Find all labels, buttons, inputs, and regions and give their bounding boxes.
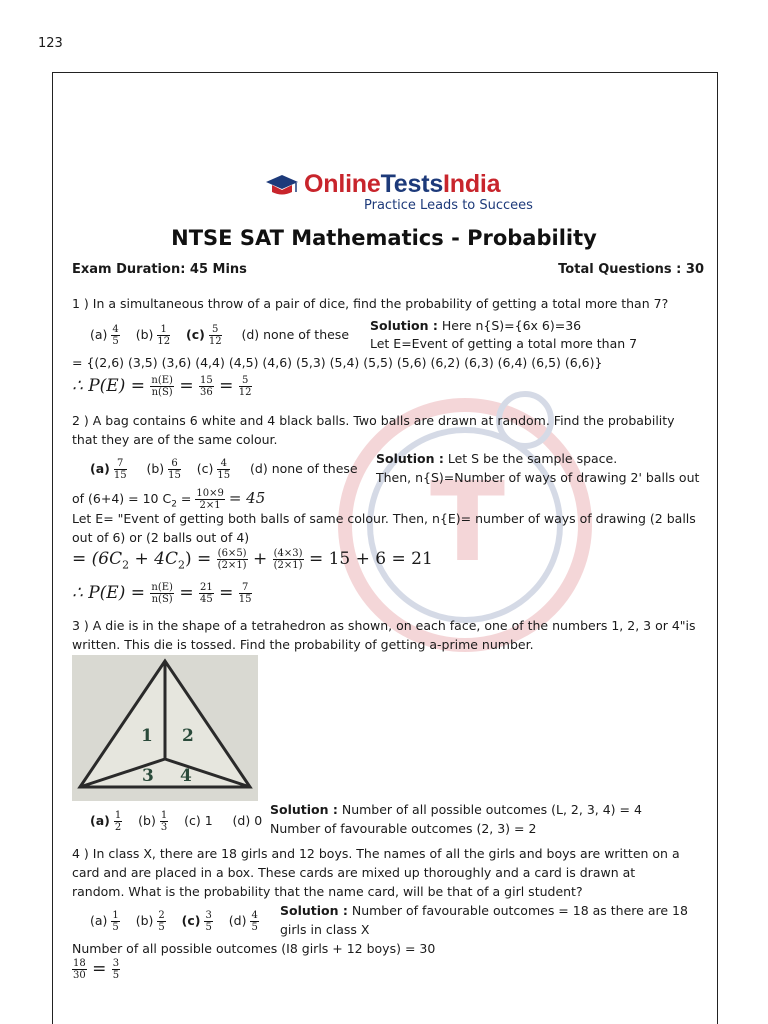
q2-option-b: (b) [146,461,165,476]
q4-solution-line3: Number of all possible outcomes (I8 girls + 12 boys) = 30 [72,941,436,956]
q4-text-line2: card and are placed in a box. These cards are mixed up thoroughly and a card is drawn at [72,865,636,880]
q2-solution-line1: Solution : Let S be the sample space. [376,451,618,466]
q1-solution-line3: = {(2,6) (3,5) (3,6) (4,4) (4,5) (4,6) (5,3) (5,4) (5,5) (5,6) (6,2) (6,3) (6,4) (6,5) (6,6)} [72,355,603,370]
face-label-4: 4 [180,766,192,786]
brand-tagline: Practice Leads to Succees [364,198,533,213]
q1-math: ∴ P(E) = $\frac{n(E)}{n(S)}$ = $\frac{15}{36}$ = $\frac{5}{12}$ [72,375,252,398]
q3-solution-line1: Solution : Number of all possible outcomes (L, 2, 3, 4) = 4 [270,802,642,817]
q4-options: (a) $\frac{1}{5}$ (b) $\frac{2}{5}$ (c) $\frac{3}{5}$ (d) $\frac{4}{5}$ [90,910,258,933]
q2-math-2: ∴ P(E) = $\frac{n(E)}{n(S)}$ = $\frac{21}{45}$ = $\frac{7}{15}$ [72,582,252,605]
q2-solution-line2: Then, n{S)=Number of ways of drawing 2' balls out [376,470,700,485]
q4-option-c: (c) [181,913,201,928]
q2-text-line1: 2 ) A bag contains 6 white and 4 black balls. Two balls are drawn at random. Find the probability [72,413,675,428]
q4-option-b: (b) [135,913,154,928]
total-questions: Total Questions : 30 [558,262,704,277]
q4-math: $\frac{18}{30}$ = $\frac{3}{5}$ [73,958,120,981]
q4-option-d: (d) [228,913,247,928]
face-label-2: 2 [182,726,194,746]
svg-text:T: T [430,458,506,586]
q1-option-c: (c) [186,327,205,342]
q3-option-b: (b) [138,813,156,828]
q2-solution-line4: Let E= "Event of getting both balls of same colour. Then, n{E)= number of ways of drawing (2 balls [72,511,696,526]
q3-option-c: (c) 1 [184,813,213,828]
q2-math-1: = $(6C_2 + 4C_2)$ = $\frac{(6\times 5)}{(2\times 1)}$ + $\frac{(4\times 3)}{(2\times 1)}$ = 15 + 6 = 21 [72,548,433,572]
exam-duration: Exam Duration: 45 Mins [72,262,247,277]
tetrahedron-figure [72,655,258,801]
q3-text-line1: 3 ) A die is in the shape of a tetrahedron as shown, on each face, one of the numbers 1, 2, 3 or 4"is [72,618,696,633]
q1-solution-line1: Solution : Here n{S)={6x 6)=36 [370,318,582,333]
q1-option-d: (d) none of these [241,327,350,342]
brand-logo [264,170,554,218]
q2-option-d: (d) none of these [250,461,358,476]
face-label-1: 1 [141,726,153,746]
q3-option-d: (d) 0 [232,813,263,828]
q1-solution-line2: Let E=Event of getting a total more than 7 [370,336,638,351]
q3-options: (a) $\frac{1}{2}$ (b) $\frac{1}{3}$ (c) 1 (d) 0 [90,810,263,833]
brand-name: OnlineTestsIndia [304,170,501,198]
q4-solution-line2: girls in class X [280,922,370,937]
page-title: NTSE SAT Mathematics - Probability [171,226,597,250]
q2-text-line2: that they are of the same colour. [72,432,278,447]
page-number: 123 [38,36,63,51]
q3-text-line2: written. This die is tossed. Find the probability of getting a-prime number. [72,637,534,652]
q4-text-line3: random. What is the probability that the name card, will be that of a girl student? [72,884,583,899]
q1-text: 1 ) In a simultaneous throw of a pair of dice, find the probability of getting a total more than 7? [72,296,669,311]
q3-option-a: (a) [90,813,110,828]
q2-solution-line5: out of 6) or (2 balls out of 4) [72,530,250,545]
q3-solution-line2: Number of favourable outcomes (2, 3) = 2 [270,821,537,836]
q4-option-a: (a) [90,913,108,928]
graduation-cap-icon [264,172,300,198]
q2-solution-line3: of (6+4) = 10 $C_2$ = $\frac{10\times 9}{2\times 1}$ = 45 [72,488,266,511]
q1-options: (a) $\frac{4}{5}$ (b) $\frac{1}{12}$ (c) $\frac{5}{12}$ (d) none of these [90,324,350,347]
q2-option-a: (a) [90,461,110,476]
q4-text-line1: 4 ) In class X, there are 18 girls and 12 boys. The names of all the girls and boys are written on a [72,846,680,861]
q2-option-c: (c) [196,461,214,476]
q1-option-b: (b) [135,327,154,342]
face-label-3: 3 [142,766,154,786]
q1-option-a: (a) [90,327,108,342]
q2-options: (a) $\frac{7}{15}$ (b) $\frac{6}{15}$ (c) $\frac{4}{15}$ (d) none of these [90,458,358,481]
q4-solution-line1: Solution : Number of favourable outcomes = 18 as there are 18 [280,903,688,918]
